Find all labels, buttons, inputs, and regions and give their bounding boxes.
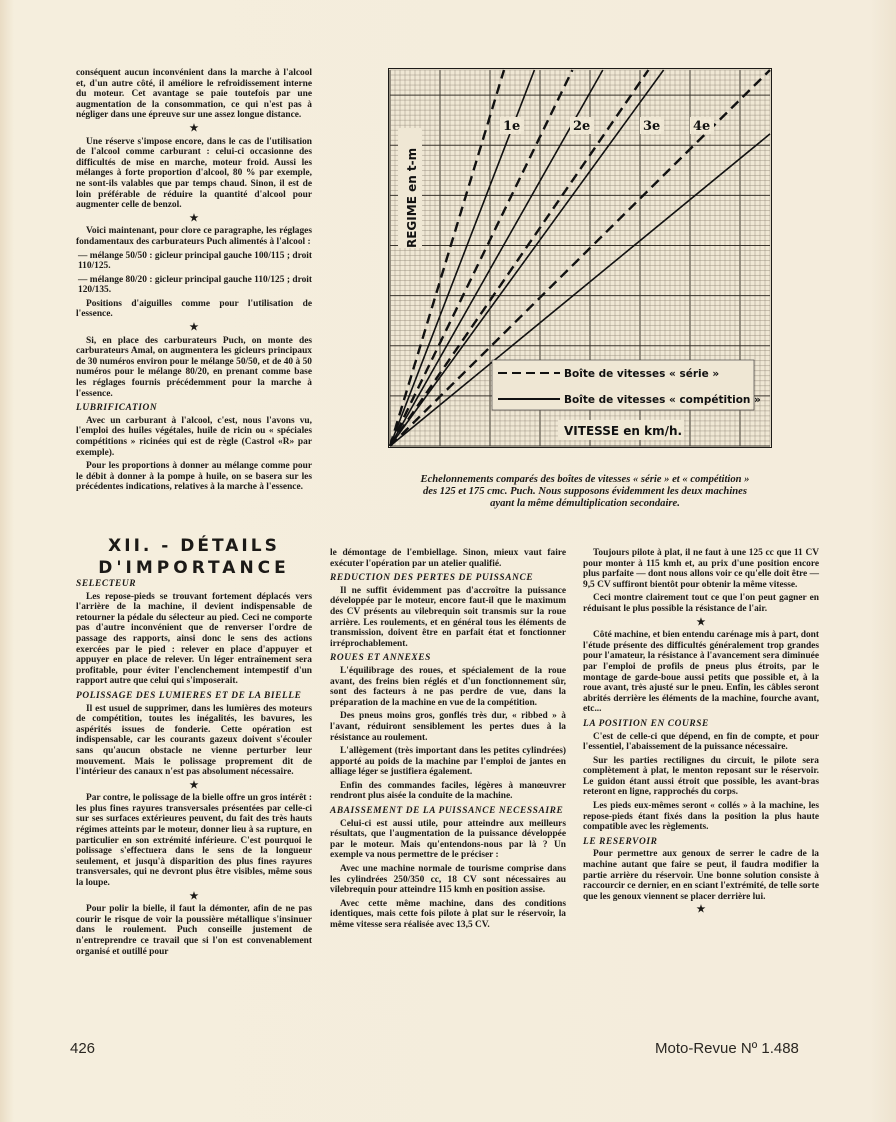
- gear-label-4e: 4e: [693, 119, 711, 134]
- separator-star: ★: [189, 122, 199, 134]
- paragraph: — mélange 50/50 : gicleur principal gauche 100/115 ; droit 110/125.: [78, 250, 312, 272]
- separator-star: ★: [189, 779, 199, 791]
- paragraph: Voici maintenant, pour clore ce paragraphe, les réglages fondamentaux des carburateurs Puch alimentés à l'alcool :: [76, 226, 312, 247]
- column-1-bottom: [76, 575, 312, 960]
- paragraph: Une réserve s'impose encore, dans le cas de l'utilisation de l'alcool comme carburant : celui-ci occasionne des difficultés de mise en marche, moteur froid. Aussi les mélanges à forte proportion d'alcool, 80 % par exemple, ne sont-ils valables que par temps chaud. Sinon, il est de loin préférable de réduire la quantité d'alcool pour augmenter celle de benzol.: [76, 136, 312, 211]
- paragraph: Pour permettre aux genoux de serrer le cadre de la machine autant que faire se peut, il faudra modifier la partie arrière du réservoir. Une bonne solution consiste à raccourcir ce dernier, en en sciant l'extrémité, de telle sorte que les genoux viennent se placer derrière lui.: [583, 849, 819, 902]
- y-axis-label: REGIME en t-m: [405, 147, 419, 248]
- paragraph: — mélange 80/20 : gicleur principal gauche 110/125 ; droit 120/135.: [78, 274, 312, 296]
- column-3: [583, 548, 819, 918]
- subheading: SELECTEUR: [76, 579, 137, 589]
- paragraph: Les pieds eux-mêmes seront « collés » à la machine, les repose-pieds étant fixés dans la position la plus haute compatible avec les règlements.: [583, 801, 819, 833]
- separator-star: ★: [696, 616, 706, 628]
- gear-label-3e: 3e: [643, 119, 661, 134]
- paragraph: Par contre, le polissage de la bielle offre un gros intérêt : les plus fines rayures transversales présentées par celle-ci sur ses surfaces extérieures peuvent, du fait des très hauts régimes atteints par le moteur, donner lieu à sa rupture, en particulier en son extrémité inférieure. C'est pourquoi le polissage s'effectuera dans le sens de la longueur seulement, et jusqu'à disparition des plus fines rayures transversales, qui ne devront plus être visibles, même sous la loupe.: [76, 793, 312, 889]
- paragraph: Toujours pilote à plat, il ne faut à une 125 cc que 11 CV pour monter à 115 kmh et, au prix d'une position encore plus parfaite — dont nous allons voir ce qu'elle doit être — 9,5 CV suffiront bientôt pour obtenir la même vitesse.: [583, 548, 819, 590]
- paragraph: Avec un carburant à l'alcool, c'est, nous l'avons vu, l'emploi des huiles végétales, huile de ricin ou « spéciales compétitions » ricinées qui est de règle (Castrol «R» par exemple).: [76, 415, 312, 458]
- gearbox-chart: [388, 68, 772, 448]
- paragraph: C'est de celle-ci que dépend, en fin de compte, et pour l'essentiel, l'abaissement de la puissance nécessaire.: [583, 731, 819, 753]
- magazine-issue: Moto-Revue Nº 1.488: [655, 1040, 799, 1057]
- paragraph: L'équilibrage des roues, et spécialement de la roue avant, des freins bien réglés et d'un fonctionnement sûr, sont des facteurs à ne pas perdre de vue, dans la préparation de la machine en vue de la compétition.: [330, 665, 566, 708]
- paragraph: le démontage de l'embiellage. Sinon, mieux vaut faire exécuter l'opération par un atelier qualifié.: [330, 548, 566, 569]
- section-title-line1: XII. - DÉTAILS: [108, 536, 280, 556]
- paragraph: Il est usuel de supprimer, dans les lumières des moteurs de compétition, toutes les inégalités, les bavures, les aspérités issues de fonderie. Cette opération est indispensable, car les courants gazeux doivent s'écouler sans qu'aucun obstacle ne vienne perturber leur mouvement. Mais le polissage proprement dit de l'intérieur des canaux n'est pas absolument nécessaire.: [76, 703, 312, 778]
- gear-label-2e: 2e: [573, 119, 591, 134]
- paragraph: Celui-ci est aussi utile, pour atteindre aux meilleurs résultats, que l'augmentation de la puissance développée par le moteur. Mais qu'entendons-nous par là ? Un exemple va nous permettre de le préciser :: [330, 818, 566, 861]
- subheading: ROUES ET ANNEXES: [330, 653, 431, 664]
- paragraph: Pour polir la bielle, il faut la démonter, afin de ne pas courir le risque de voir la poussière métallique s'insinuer dans le roulement. Puch conseille justement de n'entreprendre ce travail que si l'on est convenablement organisé et outillé pour: [76, 904, 312, 957]
- paragraph: Sur les parties rectilignes du circuit, le pilote sera complètement à plat, le menton reposant sur le réservoir. Le guidon étant aussi étroit que possible, les avant-bras reteront en ligne, rapprochés du corps.: [583, 755, 819, 798]
- paragraph: Ceci montre clairement tout ce que l'on peut gagner en réduisant le plus possible la résistance de l'air.: [583, 593, 819, 614]
- subheading: ABAISSEMENT DE LA PUISSANCE NECESSAIRE: [330, 806, 564, 817]
- x-axis-label: VITESSE en km/h.: [564, 424, 683, 438]
- paragraph: Il ne suffit évidemment pas d'accroître la puissance développée par le moteur, encore faut-il que le maximum des CV présents au vilebrequin soit transmis sur la roue arrière. Les roulements, et en général tous les éléments de transmission, doivent être en parfait état et fonctionner irréprochablement.: [330, 585, 566, 649]
- legend-label-solid: Boîte de vitesses « compétition »: [564, 394, 761, 406]
- paragraph: conséquent aucun inconvénient dans la marche à l'alcool et, d'un autre côté, il améliore le refroidissement interne du moteur. Cet avantage se paie toutefois par une augmentation de la consommation, ce qui n'est pas à négliger dans une épreuve sur une assez longue distance.: [76, 68, 312, 121]
- subheading: LE RESERVOIR: [583, 836, 658, 847]
- paragraph: Avec cette même machine, dans des conditions identiques, mais cette fois pilote à plat sur le réservoir, la même vitesse sera réalisée avec 13,5 CV.: [330, 898, 566, 930]
- paragraph: Si, en place des carburateurs Puch, on monte des carburateurs Amal, on augmentera les gicleurs principaux de 30 numéros environ pour le mélange 50/50, et de 40 à 50 numéros pour le mélange 80/20, en prenant comme base les réglages fournis précédemment pour la marche à l'essence.: [76, 335, 312, 399]
- subheading: LA POSITION EN COURSE: [583, 718, 709, 729]
- subheading: LUBRIFICATION: [76, 403, 158, 414]
- chart-caption: Echelonnements comparés des boîtes de vitesses « série » et « compétition » des 125 et 175 cmc. Puch. Nous supposons évidemment les deux machines ayant la même démultiplication secondaire.: [420, 474, 750, 509]
- section-title-line2: D'IMPORTANCE: [98, 558, 290, 578]
- separator-star: ★: [189, 322, 199, 334]
- separator-star: ★: [696, 904, 706, 916]
- separator-star: ★: [189, 890, 199, 902]
- paragraph: Les repose-pieds se trouvant fortement déplacés vers l'arrière de la machine, il devient indispensable de retourner la pédale du sélecteur au pied. Ceci ne comporte pas d'autre inconvénient que de renverser l'ordre de passage des rapports, ainsi donc le sens des actions exercées par le pied : relever en place d'appuyer et appuyer en place de relever. Un léger entraînement sera profitable, pour éviter l'enclenchement intempestif d'un rapport autre que celui qui s'imposerait.: [76, 591, 312, 687]
- paragraph: Côté machine, et bien entendu carénage mis à part, dont l'étude présente des difficultés généralement trop grandes pour l'amateur, la résistance à l'avancement sera diminuée par l'emploi de profils de pneus plus étroits, par le montage de garde-boue aussi petits que possible et, à la roue avant, très ajusté sur le pneu. Enfin, les câbles seront abrités derrière les éléments de la machine, fourche avant, etc...: [583, 630, 819, 715]
- paragraph: Enfin des commandes faciles, légères à manœuvrer rendront plus aisée la conduite de la machine.: [330, 780, 566, 802]
- paragraph: L'allègement (très important dans les petites cylindrées) apporté au poids de la machine par l'emploi de jantes en alliage léger se justifiera également.: [330, 746, 566, 778]
- paragraph: Pour les proportions à donner au mélange comme pour le débit à donner à la pompe à huile, on se basera sur les précédentes indications, relatives à la marche à l'essence.: [76, 461, 312, 493]
- column-1-top: [76, 68, 312, 496]
- paragraph: Des pneus moins gros, gonflés très dur, « ribbed » à l'avant, réduiront sensiblement les pertes dues à la résistance au roulement.: [330, 711, 566, 743]
- subheading: REDUCTION DES PERTES DE PUISSANCE: [330, 573, 534, 584]
- page-number: 426: [70, 1040, 96, 1057]
- gear-label-1e: 1e: [503, 119, 521, 134]
- separator-star: ★: [189, 212, 199, 224]
- section-title: [76, 535, 312, 579]
- subheading: POLISSAGE DES LUMIERES ET DE LA BIELLE: [76, 690, 302, 701]
- legend-label-dashed: Boîte de vitesses « série »: [564, 368, 720, 380]
- paragraph: Positions d'aiguilles comme pour l'utilisation de l'essence.: [76, 298, 312, 320]
- column-2: [330, 548, 566, 934]
- paragraph: Avec une machine normale de tourisme comprise dans les cylindrées 250/350 cc, 18 CV sont nécessaires au vilebrequin pour atteindre 115 kmh en position assise.: [330, 864, 566, 896]
